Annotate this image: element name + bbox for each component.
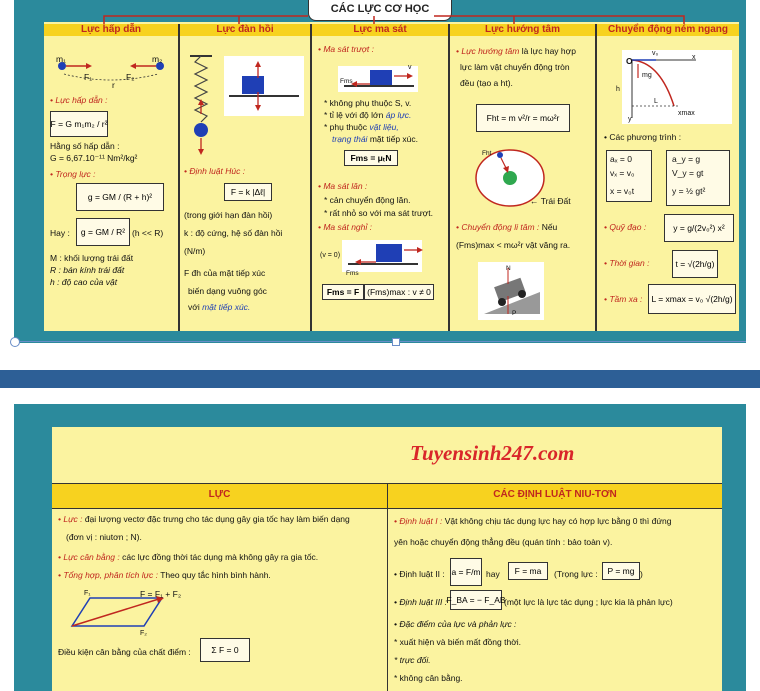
top-title: CÁC LỰC CƠ HỌC [330, 3, 430, 15]
col-divider [448, 24, 450, 331]
formula-ma-sat-truot: Fms = μₜN [344, 150, 398, 166]
ms-line-6: * rất nhỏ so với ma sát trượt. [324, 208, 433, 218]
formula-p: P = mg [602, 562, 640, 580]
formula-quy-dao: y = g/(2v₀²) x² [664, 214, 734, 242]
nl-line-4b: (một lực là lực tác dụng ; lực kia là phản lực) [504, 597, 673, 607]
nl-hay: hay [486, 569, 500, 579]
label-phuong-trinh: • Các phương trình : [604, 132, 682, 142]
luc-line-4b: Theo quy tắc hình bình hành. [160, 570, 271, 580]
f2-label: F₂ [126, 72, 135, 82]
ht-line-1 [456, 46, 576, 57]
nl-line-4a: • Định luật III : [394, 597, 448, 607]
ms-line-5: * cản chuyển động lăn. [324, 195, 411, 205]
ms-line-4b: mặt tiếp xúc. [369, 134, 419, 144]
huc-line-6a: với [188, 302, 200, 312]
car-diagram [478, 262, 544, 320]
ht-line-4a: • Chuyển động li tâm : [456, 222, 540, 232]
ms-line-3b: vật liệu, [369, 122, 399, 132]
bottom-col-divider [387, 483, 388, 691]
cond-label: (h << R) [132, 228, 164, 238]
formula-a: a = F/m [450, 558, 482, 586]
eq-r3: y = ½ gt² [672, 186, 706, 196]
f-sum: F = F₁ + F₂ [140, 589, 182, 599]
v-label: v [408, 64, 412, 71]
huc-line-4: F đh của mặt tiếp xúc [184, 268, 266, 278]
ms-line-4 [332, 134, 418, 145]
formula-trong-luc: g = GM / (R + h)² [76, 183, 164, 211]
h-label: h [616, 86, 620, 93]
earth-label: ← Trái Đất [530, 196, 571, 206]
ms-line-3a: * phụ thuộc [324, 122, 368, 132]
nl-line-1a: • Định luật I : [394, 516, 443, 526]
luc-line-1a: • Lực : [58, 514, 83, 524]
ht-line-4b: Nếu [541, 222, 558, 232]
nl-line-7: * trực đối. [394, 655, 431, 665]
nl-line-6: * xuất hiện và biến mất đồng thời. [394, 637, 522, 647]
huc-line-6b: mặt tiếp xúc. [202, 302, 251, 312]
nl-close: ) [640, 569, 643, 579]
fms-label: Fms [340, 78, 353, 85]
ms-line-1: * không phụ thuộc S, v. [324, 98, 412, 108]
header-dan-hoi: Lực đàn hồi [180, 24, 310, 36]
ht-line-1a: • Lực hướng tâm [456, 46, 520, 56]
huc-line-5: biến dạng vuông góc [188, 286, 267, 296]
luc-line-1b: đại lượng vectơ đặc trưng cho tác dụng gây gia tốc hay làm biến dạng [84, 514, 350, 524]
label-tam-xa: • Tầm xa : [604, 294, 643, 304]
nl-line-1 [394, 515, 672, 527]
resize-handle[interactable] [392, 338, 400, 346]
formula-f3: F_BA = − F_AB [450, 590, 502, 610]
label-ma-sat-lan: • Ma sát lăn : [318, 181, 368, 191]
col-divider [595, 24, 597, 331]
m2-label: m₂ [152, 54, 163, 64]
cond-formula: Σ F = 0 [200, 638, 250, 662]
spring-diagram [184, 52, 308, 162]
page-gap [0, 370, 760, 388]
projectile-diagram [600, 46, 735, 126]
luc-line-3a: • Lực cân bằng : [58, 552, 120, 562]
mg-label: mg [642, 72, 652, 79]
label-thoi-gian: • Thời gian : [604, 258, 650, 268]
nl-trong-luc: (Trọng lực : [554, 569, 598, 579]
bottom-header-right: CÁC ĐỊNH LUẬT NIU-TƠN [493, 489, 617, 500]
hang-so-value: G = 6,67.10⁻¹¹ Nm²/kg² [50, 153, 138, 163]
cond-text: Điều kiện cân bằng của chất điểm : [58, 647, 191, 657]
f1-vec: F₁ [84, 590, 91, 597]
ht-line-4 [456, 222, 557, 233]
top-headers [44, 24, 739, 38]
nl-line-8: * không cân bằng. [394, 673, 463, 683]
formula-trong-luc-2: g = GM / R² [76, 218, 130, 246]
eq-l3: x = v₀t [610, 186, 635, 196]
ms-line-4a: trạng thái [332, 134, 368, 144]
huc-line-3: (N/m) [184, 246, 206, 256]
o-label: O [626, 56, 633, 66]
formula-huc: F = k |Δℓ| [224, 183, 272, 201]
ms-line-3 [324, 122, 399, 133]
col-divider [178, 24, 180, 331]
ms-line-2a: * tỉ lệ với độ lớn [324, 110, 384, 120]
ms-line-2b: áp lực. [385, 110, 412, 120]
label-ma-sat-nghi: • Ma sát nghỉ : [318, 222, 373, 232]
formula-hap-dan: F = G m₁m₂ / r² [50, 111, 108, 137]
f2-vec: F₂ [140, 630, 147, 637]
selection-line [14, 341, 746, 342]
fht-label: Fht [482, 150, 492, 157]
ht-line-2: lực làm vật chuyển động tròn [460, 62, 570, 72]
eq-r2: V_y = gt [672, 168, 704, 178]
l-label: L [654, 98, 658, 105]
eq-l2: vₓ = v₀ [610, 168, 635, 178]
col-divider [310, 24, 312, 331]
luc-line-4 [58, 569, 271, 581]
huc-line-1: (trong giới hạn đàn hồi) [184, 210, 273, 220]
header-huong-tam: Lực hướng tâm [450, 24, 595, 36]
friction-slide-diagram [318, 56, 442, 94]
xmax-label: xmax [678, 110, 695, 117]
formula-f: F = ma [508, 562, 548, 580]
tree-lines [44, 6, 739, 24]
ms-line-2 [324, 110, 411, 121]
hay-label: Hay : [50, 228, 70, 238]
hang-so-label: Hằng số hấp dẫn : [50, 141, 120, 151]
v0-label: (v = 0) [320, 252, 341, 259]
label-quy-dao: • Quỹ đạo : [604, 222, 647, 232]
formula-ma-sat-max: (Fms)max : v ≠ 0 [364, 284, 434, 300]
r-desc: R : bán kính trái đất [50, 265, 125, 275]
h-desc: h : độ cao của vật [50, 277, 118, 287]
v0-label-2: v₀ [652, 50, 659, 57]
nl-line-1b: Vật không chịu tác dụng lực hay có hợp lực bằng 0 thì đứng [444, 516, 672, 526]
n-label: N [506, 265, 511, 272]
label-luc-hap-dan: • Lực hấp dẫn : [50, 95, 108, 105]
luc-line-1 [58, 513, 350, 525]
y-label: y [628, 116, 632, 123]
ht-line-5: (Fms)max < mω²r vật văng ra. [456, 240, 571, 250]
ht-line-1b: là lực hay hợp [521, 46, 576, 56]
resize-handle[interactable] [10, 337, 20, 347]
huc-line-2: k : độ cứng, hệ số đàn hồi [184, 228, 283, 238]
nl-line-2: yên hoặc chuyển động thẳng đều (quán tính : bảo toàn v). [394, 537, 613, 547]
header-hap-dan: Lực hấp dẫn [44, 24, 178, 36]
formula-huong-tam: Fht = m v²/r = mω²r [476, 104, 570, 132]
header-ma-sat: Lực ma sát [312, 24, 448, 36]
bottom-header-left: LỰC [208, 489, 231, 500]
label-ma-sat-truot: • Ma sát trượt : [318, 44, 375, 54]
r-label: r [112, 80, 115, 90]
luc-line-3 [58, 551, 318, 563]
luc-line-4a: • Tổng hợp, phân tích lực : [58, 570, 158, 580]
nl-line-5: • Đặc điểm của lực và phản lực : [394, 619, 517, 629]
p-label: P [512, 310, 517, 317]
luc-line-3b: các lực đồng thời tác dụng mà không gây ra gia tốc. [122, 552, 319, 562]
luc-line-2: (đơn vị : niutơn ; N). [66, 532, 142, 542]
ht-line-3: đều (tạo a ht). [460, 78, 513, 88]
header-nem-ngang: Chuyển động ném ngang [597, 24, 739, 36]
fms-label-2: Fms [346, 270, 359, 277]
bottom-watermark: Tuyensinh247.com [410, 441, 575, 465]
f1-label: F₁ [84, 72, 93, 82]
formula-tam-xa: L = xmax = v₀ √(2h/g) [648, 284, 736, 314]
label-dinh-luat-huc: • Định luật Húc : [184, 166, 246, 176]
huc-line-6 [188, 302, 250, 313]
label-trong-luc: • Trọng lực : [50, 169, 96, 179]
m1-label: m₁ [56, 54, 66, 64]
eq-l1: aₓ = 0 [610, 154, 632, 164]
m-desc: M : khối lượng trái đất [50, 253, 134, 263]
formula-thoi-gian: t = √(2h/g) [672, 250, 718, 278]
earth-text: Trái Đất [540, 196, 571, 206]
x-label: x [692, 54, 696, 61]
nl-line-3a: • Định luật II : [394, 569, 445, 579]
formula-ma-sat-nghi: Fms = F [322, 284, 364, 300]
eq-r1: a_y = g [672, 154, 701, 164]
